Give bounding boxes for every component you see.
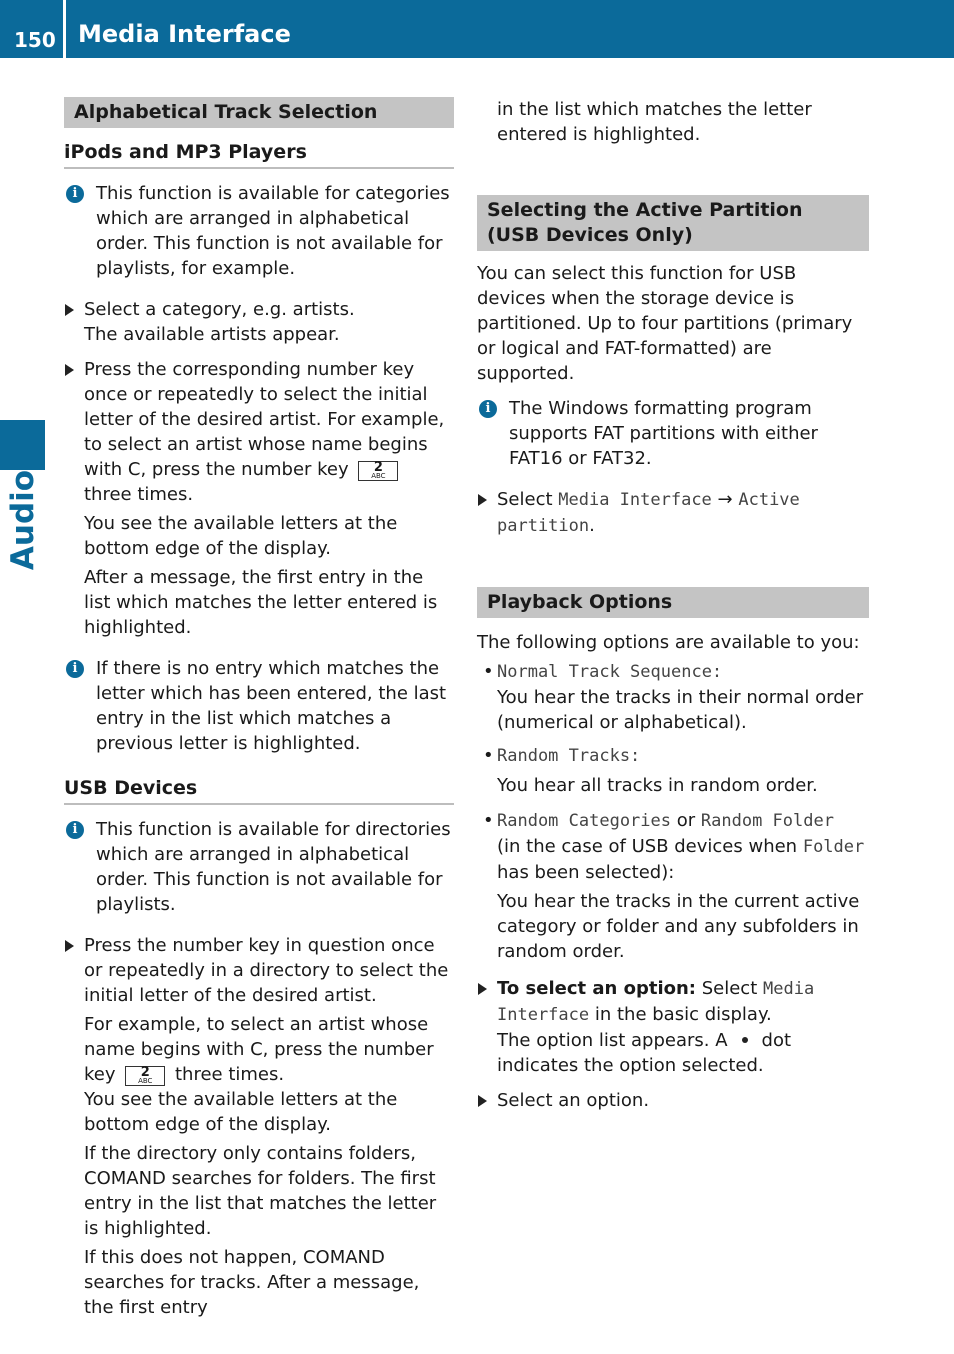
step-arrow-icon [65, 940, 74, 952]
menu-path-media-interface: Media Interface [497, 979, 815, 1025]
step-select-option-instructions: To select an option: Select Media Interface in the basic display. The option list appears. A dot indicates the option selected. [477, 976, 869, 1078]
bullet-icon: • [483, 810, 494, 831]
info-icon: i [479, 400, 497, 418]
step-press-number-key-directory [64, 933, 454, 1320]
side-tab-label [0, 470, 45, 570]
option-name: Normal Track Sequence: [497, 662, 723, 682]
info-note-directories [64, 817, 454, 917]
section-heading-playback: Playback Options [477, 587, 869, 618]
step-paragraph: For example, to select an artist whose name begins with C, press the number key 2 ABC three times. [84, 1014, 434, 1085]
selection-dot-icon [742, 1037, 748, 1043]
step-result: The available artists appear. [84, 324, 340, 345]
info-icon: i [66, 185, 84, 203]
step-arrow-icon [65, 304, 74, 316]
option-name: Random Tracks: [497, 746, 641, 766]
info-note-fat [477, 396, 869, 471]
info-text: This function is available for directories which are arranged in alphabetical order. This function is not available for playlists. [96, 819, 451, 915]
option-name: Random Categories [497, 811, 671, 831]
option-desc: You hear the tracks in their normal order (numerical or alphabetical). [497, 687, 864, 733]
info-icon: i [66, 821, 84, 839]
step-paragraph: You see the available letters at the bottom edge of the display. [84, 513, 398, 559]
number-key-2-icon: 2 ABC [125, 1066, 165, 1086]
number-key-2-icon: 2 ABC [358, 461, 398, 481]
step-select-an-option [477, 1088, 869, 1113]
bullet-icon: • [483, 661, 494, 682]
continuation-text: in the list which matches the letter entered is highlighted. [497, 99, 812, 145]
bullet-icon: • [483, 745, 494, 766]
info-note-no-entry [64, 656, 454, 756]
option-normal-track-sequence [477, 659, 869, 735]
step-text: Press the corresponding number key once or repeatedly to select the initial letter of the desired artist. For example, to select an artist whose name begins with C, press the number key 2 ABC three times. [84, 359, 445, 505]
step-text: Select Media Interface → Active partition. [497, 489, 800, 536]
step-paragraph: You see the available letters at the bottom edge of the display. [84, 1089, 398, 1135]
step-select-partition [477, 487, 869, 539]
step-select-category [64, 297, 454, 347]
step-arrow-icon [478, 494, 487, 506]
subheading-usb-devices: USB Devices [64, 776, 454, 805]
option-folder: Folder [802, 837, 865, 857]
info-text: This function is available for categories which are arranged in alphabetical order. This function is not available for playlists, for example. [96, 183, 450, 279]
step-text: Press the number key in question once or repeatedly in a directory to select the initial letter of the desired artist. [84, 935, 449, 1006]
step-paragraph: If the directory only contains folders, COMAND searches for folders. The first entry in the list that matches the letter is highlighted. [84, 1143, 437, 1239]
info-text: If there is no entry which matches the letter which has been entered, the last entry in the list which matches a previous letter is highlighted. [96, 658, 447, 754]
step-arrow-icon [65, 364, 74, 376]
info-note-categories [64, 181, 454, 281]
menu-path-media-interface: Media Interface [558, 490, 712, 510]
step-text: Select an option. [497, 1090, 650, 1111]
option-desc: You hear all tracks in random order. [497, 775, 818, 796]
menu-path-active-partition: Active partition [497, 490, 800, 536]
header-divider [63, 0, 66, 58]
side-tab-text: Audio [4, 469, 41, 571]
left-column [64, 97, 454, 1320]
step-arrow-icon [478, 1095, 487, 1107]
section-heading-partition: Selecting the Active Partition (USB Devices Only) [477, 195, 869, 251]
right-column [477, 97, 869, 1113]
playback-intro: The following options are available to you: [477, 632, 860, 653]
side-tab-marker [0, 420, 45, 470]
option-random-categories: • Random Categories or Random Folder (in the case of USB devices when Folder has been selected): You hear the tracks in the current active category or folder and any subfolders in random order. [477, 808, 869, 964]
option-random-tracks [477, 743, 869, 798]
page-header [0, 0, 954, 58]
step-paragraph: If this does not happen, COMAND searches for tracks. After a message, the first entry [84, 1247, 420, 1318]
step-press-number-key [64, 357, 454, 640]
page-number: 150 [14, 28, 56, 52]
step-paragraph: After a message, the first entry in the list which matches the letter entered is highlighted. [84, 567, 438, 638]
arrow-right-icon: → [717, 489, 733, 510]
info-icon: i [66, 660, 84, 678]
partition-intro: You can select this function for USB devices when the storage device is partitioned. Up to four partitions (primary or logical and FAT-formatted) are supported. [477, 263, 853, 384]
chapter-title: Media Interface [78, 20, 291, 48]
option-desc: You hear the tracks in the current active category or folder and any subfolders in random order. [497, 891, 860, 962]
section-heading-alphabetical: Alphabetical Track Selection [64, 97, 454, 128]
info-text: The Windows formatting program supports FAT partitions with either FAT16 or FAT32. [509, 398, 818, 469]
step-arrow-icon [478, 983, 487, 995]
step-text: Select a category, e.g. artists. [84, 299, 355, 320]
subheading-ipods: iPods and MP3 Players [64, 140, 454, 169]
option-name: Random Folder [700, 811, 834, 831]
